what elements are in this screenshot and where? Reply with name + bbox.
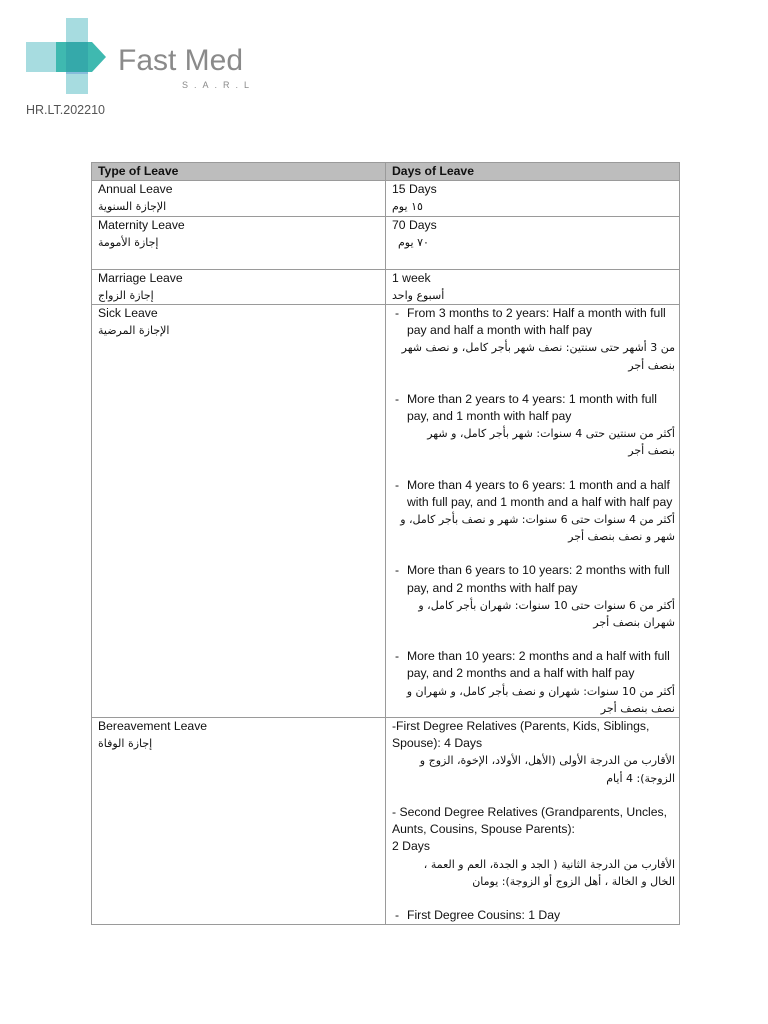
sick-item-en: More than 10 years: 2 months and a half with full pay, and 2 months and a half with half pay <box>407 649 670 681</box>
table-row-annual <box>92 181 680 216</box>
bereavement-first-en: -First Degree Relatives (Parents, Kids, Siblings, Spouse): 4 Days <box>392 719 650 751</box>
cell-annual-type <box>92 181 386 216</box>
sick-item-ar: أكثر من سنتين حتى 4 سنوات: شهر بأجر كامل، و شهر بنصف أجر <box>427 427 675 458</box>
sick-type-en: Sick Leave <box>98 306 158 321</box>
maternity-days-en: 70 Days <box>392 217 437 232</box>
sick-item-en: More than 2 years to 4 years: 1 month with full pay, and 1 month with half pay <box>407 391 657 424</box>
bereavement-second-ar: الأقارب من الدرجة الثانية ( الجد و الجدة، العم و العمة ، الخال و الخالة ، أهل الزوج أو الزوجة): يومان <box>423 857 675 888</box>
header-type-of-leave: Type of Leave <box>92 163 386 181</box>
table-row-sick <box>92 305 680 718</box>
cell-maternity-type <box>92 216 386 269</box>
annual-days-ar: ١٥ يوم <box>392 200 423 214</box>
table-row-marriage <box>92 269 680 304</box>
maternity-days-ar: ٧٠ يوم <box>398 235 429 249</box>
cell-maternity-days <box>386 216 680 269</box>
table-row-maternity <box>92 216 680 269</box>
cell-sick-days <box>386 305 680 718</box>
table-header-row <box>92 163 680 181</box>
sick-item-en: From 3 months to 2 years: Half a month with full pay and half a month with half pay <box>407 306 666 338</box>
sick-item-ar: من 3 أشهر حتى سنتين: نصف شهر بأجر كامل، و نصف شهر بنصف أجر <box>401 341 675 372</box>
fast-med-logo <box>22 16 256 96</box>
marriage-type-ar: إجازة الزواج <box>98 288 154 302</box>
sick-item-ar: أكثر من 10 سنوات: شهران و نصف بأجر كامل، و شهران و نصف بنصف أجر <box>406 684 675 715</box>
sick-item: - From 3 months to 2 years: Half a month with full pay and half a month with half pay <box>396 305 675 339</box>
sick-item-en: More than 6 years to 10 years: 2 months with full pay, and 2 months with half pay <box>407 563 670 595</box>
bereavement-cousins-en: First Degree Cousins: 1 Day <box>407 907 561 922</box>
document-reference: HR.LT.202210 <box>26 103 105 117</box>
maternity-type-ar: إجازة الأمومة <box>98 235 159 249</box>
cell-marriage-type <box>92 269 386 304</box>
cell-sick-type <box>92 305 386 718</box>
sick-item: - More than 6 years to 10 years: 2 months with full pay, and 2 months with half pay <box>396 562 675 596</box>
annual-type-ar: الإجازة السنوية <box>98 200 167 214</box>
cell-annual-days <box>386 181 680 216</box>
bereavement-type-ar: إجازة الوفاة <box>98 737 153 751</box>
marriage-days-ar: أسبوع واحد <box>392 288 445 302</box>
sick-item-en: More than 4 years to 6 years: 1 month and a half with full pay, and 1 month and a half with half pay <box>407 477 673 509</box>
brand-sub: S.A.R.L <box>182 80 256 90</box>
cell-bereavement-type <box>92 718 386 925</box>
sick-type-ar: الإجازة المرضية <box>98 324 170 338</box>
bereavement-first-ar: الأقارب من الدرجة الأولى (الأهل، الأولاد، الإخوة، الزوج و الزوجة): 4 أيام <box>419 754 675 785</box>
bereavement-second-days: 2 Days <box>392 839 430 854</box>
sick-item-ar: أكثر من 4 سنوات حتى 6 سنوات: شهر و نصف بأجر كامل، و شهر و نصف بنصف أجر <box>400 513 675 544</box>
sick-item: - More than 10 years: 2 months and a half with full pay, and 2 months and a half with half pay <box>396 648 675 682</box>
bereavement-type-en: Bereavement Leave <box>98 719 208 734</box>
maternity-type-en: Maternity Leave <box>98 217 185 232</box>
cell-bereavement-days <box>386 718 680 925</box>
header-days-of-leave: Days of Leave <box>386 163 680 181</box>
leave-table <box>91 162 680 925</box>
bereavement-cousins: - First Degree Cousins: 1 Day <box>396 907 675 924</box>
annual-type-en: Annual Leave <box>98 182 173 197</box>
bereavement-second-en: - Second Degree Relatives (Grandparents, Uncles, Aunts, Cousins, Spouse Parents): <box>392 804 668 837</box>
brand-name: Fast Med <box>118 44 244 77</box>
sick-item: - More than 4 years to 6 years: 1 month and a half with full pay, and 1 month and a half with half pay <box>396 477 675 511</box>
table-row-bereavement <box>92 718 680 925</box>
cell-marriage-days <box>386 269 680 304</box>
marriage-days-en: 1 week <box>392 270 431 285</box>
marriage-type-en: Marriage Leave <box>98 270 183 285</box>
sick-item: - More than 2 years to 4 years: 1 month with full pay, and 1 month with half pay <box>396 391 675 425</box>
annual-days-en: 15 Days <box>392 182 437 197</box>
sick-item-ar: أكثر من 6 سنوات حتى 10 سنوات: شهران بأجر كامل، و شهران بنصف أجر <box>418 598 675 630</box>
